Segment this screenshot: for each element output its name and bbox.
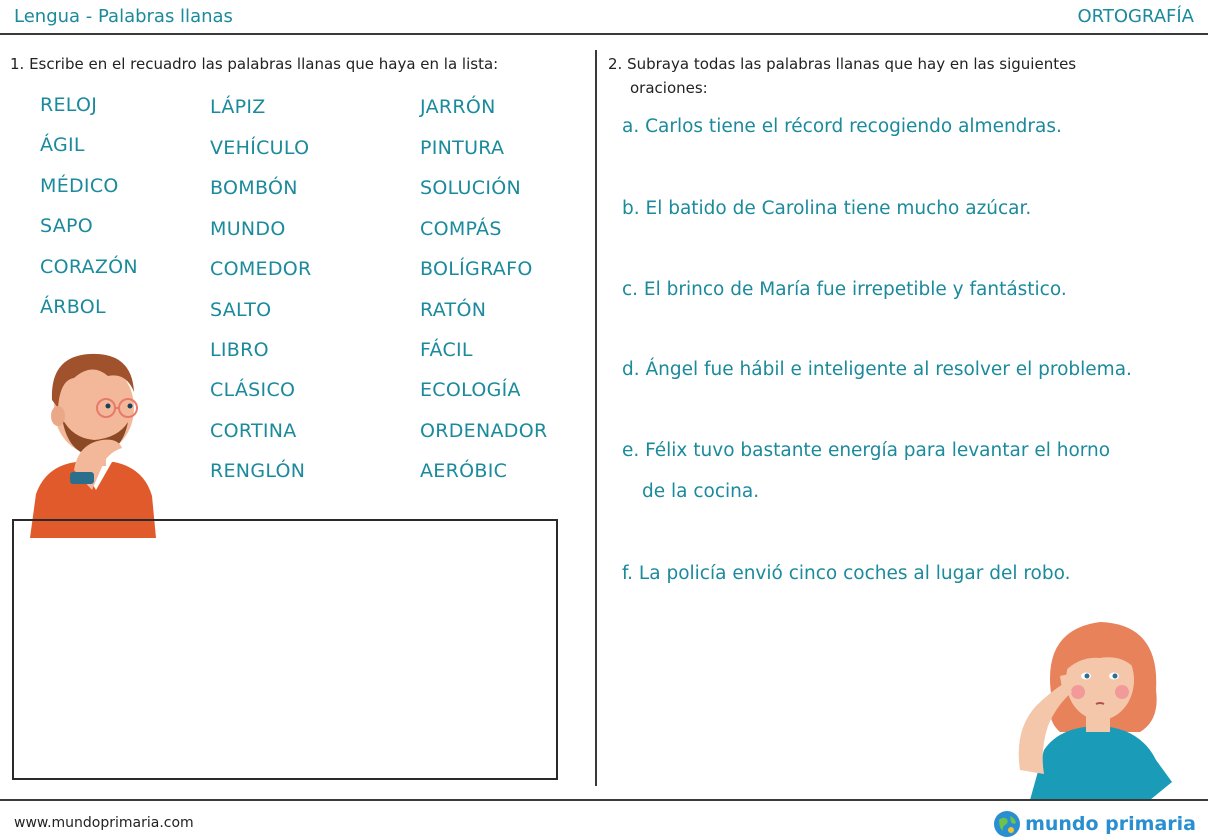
word-item: RENGLÓN [210, 460, 306, 482]
word-item: VEHÍCULO [210, 137, 310, 159]
word-item: CLÁSICO [210, 379, 296, 401]
header-divider [0, 33, 1208, 35]
word-item: CORTINA [210, 420, 297, 442]
word-item: MUNDO [210, 218, 286, 240]
category-label: ORTOGRAFÍA [1077, 6, 1194, 27]
answer-box[interactable] [12, 519, 558, 780]
column-divider [595, 50, 597, 786]
sentence-a: a. Carlos tiene el récord recogiendo almendras. [622, 116, 1062, 137]
footer-divider [0, 799, 1208, 801]
word-item: PINTURA [420, 137, 505, 159]
word-item: BOMBÓN [210, 177, 298, 199]
word-item: JARRÓN [420, 96, 496, 118]
word-item: SALTO [210, 299, 272, 321]
word-item: ECOLOGÍA [420, 379, 521, 401]
word-item: BOLÍGRAFO [420, 258, 533, 280]
page-title: Lengua - Palabras llanas [14, 6, 233, 27]
word-item: SAPO [40, 215, 94, 237]
word-item: ORDENADOR [420, 420, 548, 442]
sentence-f: f. La policía envió cinco coches al lugar del robo. [622, 563, 1071, 584]
thinking-girl-illustration [1000, 610, 1180, 800]
brand-name: mundo primaria [1025, 813, 1196, 835]
word-item: ÁRBOL [40, 296, 106, 318]
word-item: COMPÁS [420, 218, 502, 240]
word-item: COMEDOR [210, 258, 312, 280]
word-item: RATÓN [420, 299, 487, 321]
exercise1-instruction: 1. Escribe en el recuadro las palabras llanas que haya en la lista: [10, 55, 499, 73]
footer-url[interactable]: www.mundoprimaria.com [14, 815, 194, 831]
globe-icon [993, 810, 1021, 838]
word-item: MÉDICO [40, 175, 119, 197]
exercise2-instruction-cont: oraciones: [630, 79, 708, 97]
brand-logo[interactable] [993, 810, 1196, 838]
exercise2-instruction: 2. Subraya todas las palabras llanas que hay en las siguientes [608, 55, 1077, 73]
thinking-boy-illustration [22, 322, 162, 538]
word-item: ÁGIL [40, 134, 85, 156]
word-item: FÁCIL [420, 339, 473, 361]
word-item: RELOJ [40, 94, 98, 116]
sentence-d: d. Ángel fue hábil e inteligente al resolver el problema. [622, 359, 1132, 380]
word-item: SOLUCIÓN [420, 177, 521, 199]
sentence-e-cont: de la cocina. [642, 481, 760, 502]
sentence-e: e. Félix tuvo bastante energía para levantar el horno [622, 440, 1111, 461]
word-item: AERÓBIC [420, 460, 508, 482]
sentence-b: b. El batido de Carolina tiene mucho azúcar. [622, 198, 1032, 219]
word-item: CORAZÓN [40, 256, 138, 278]
word-item: LÁPIZ [210, 96, 266, 118]
sentence-c: c. El brinco de María fue irrepetible y fantástico. [622, 279, 1067, 300]
word-item: LIBRO [210, 339, 269, 361]
